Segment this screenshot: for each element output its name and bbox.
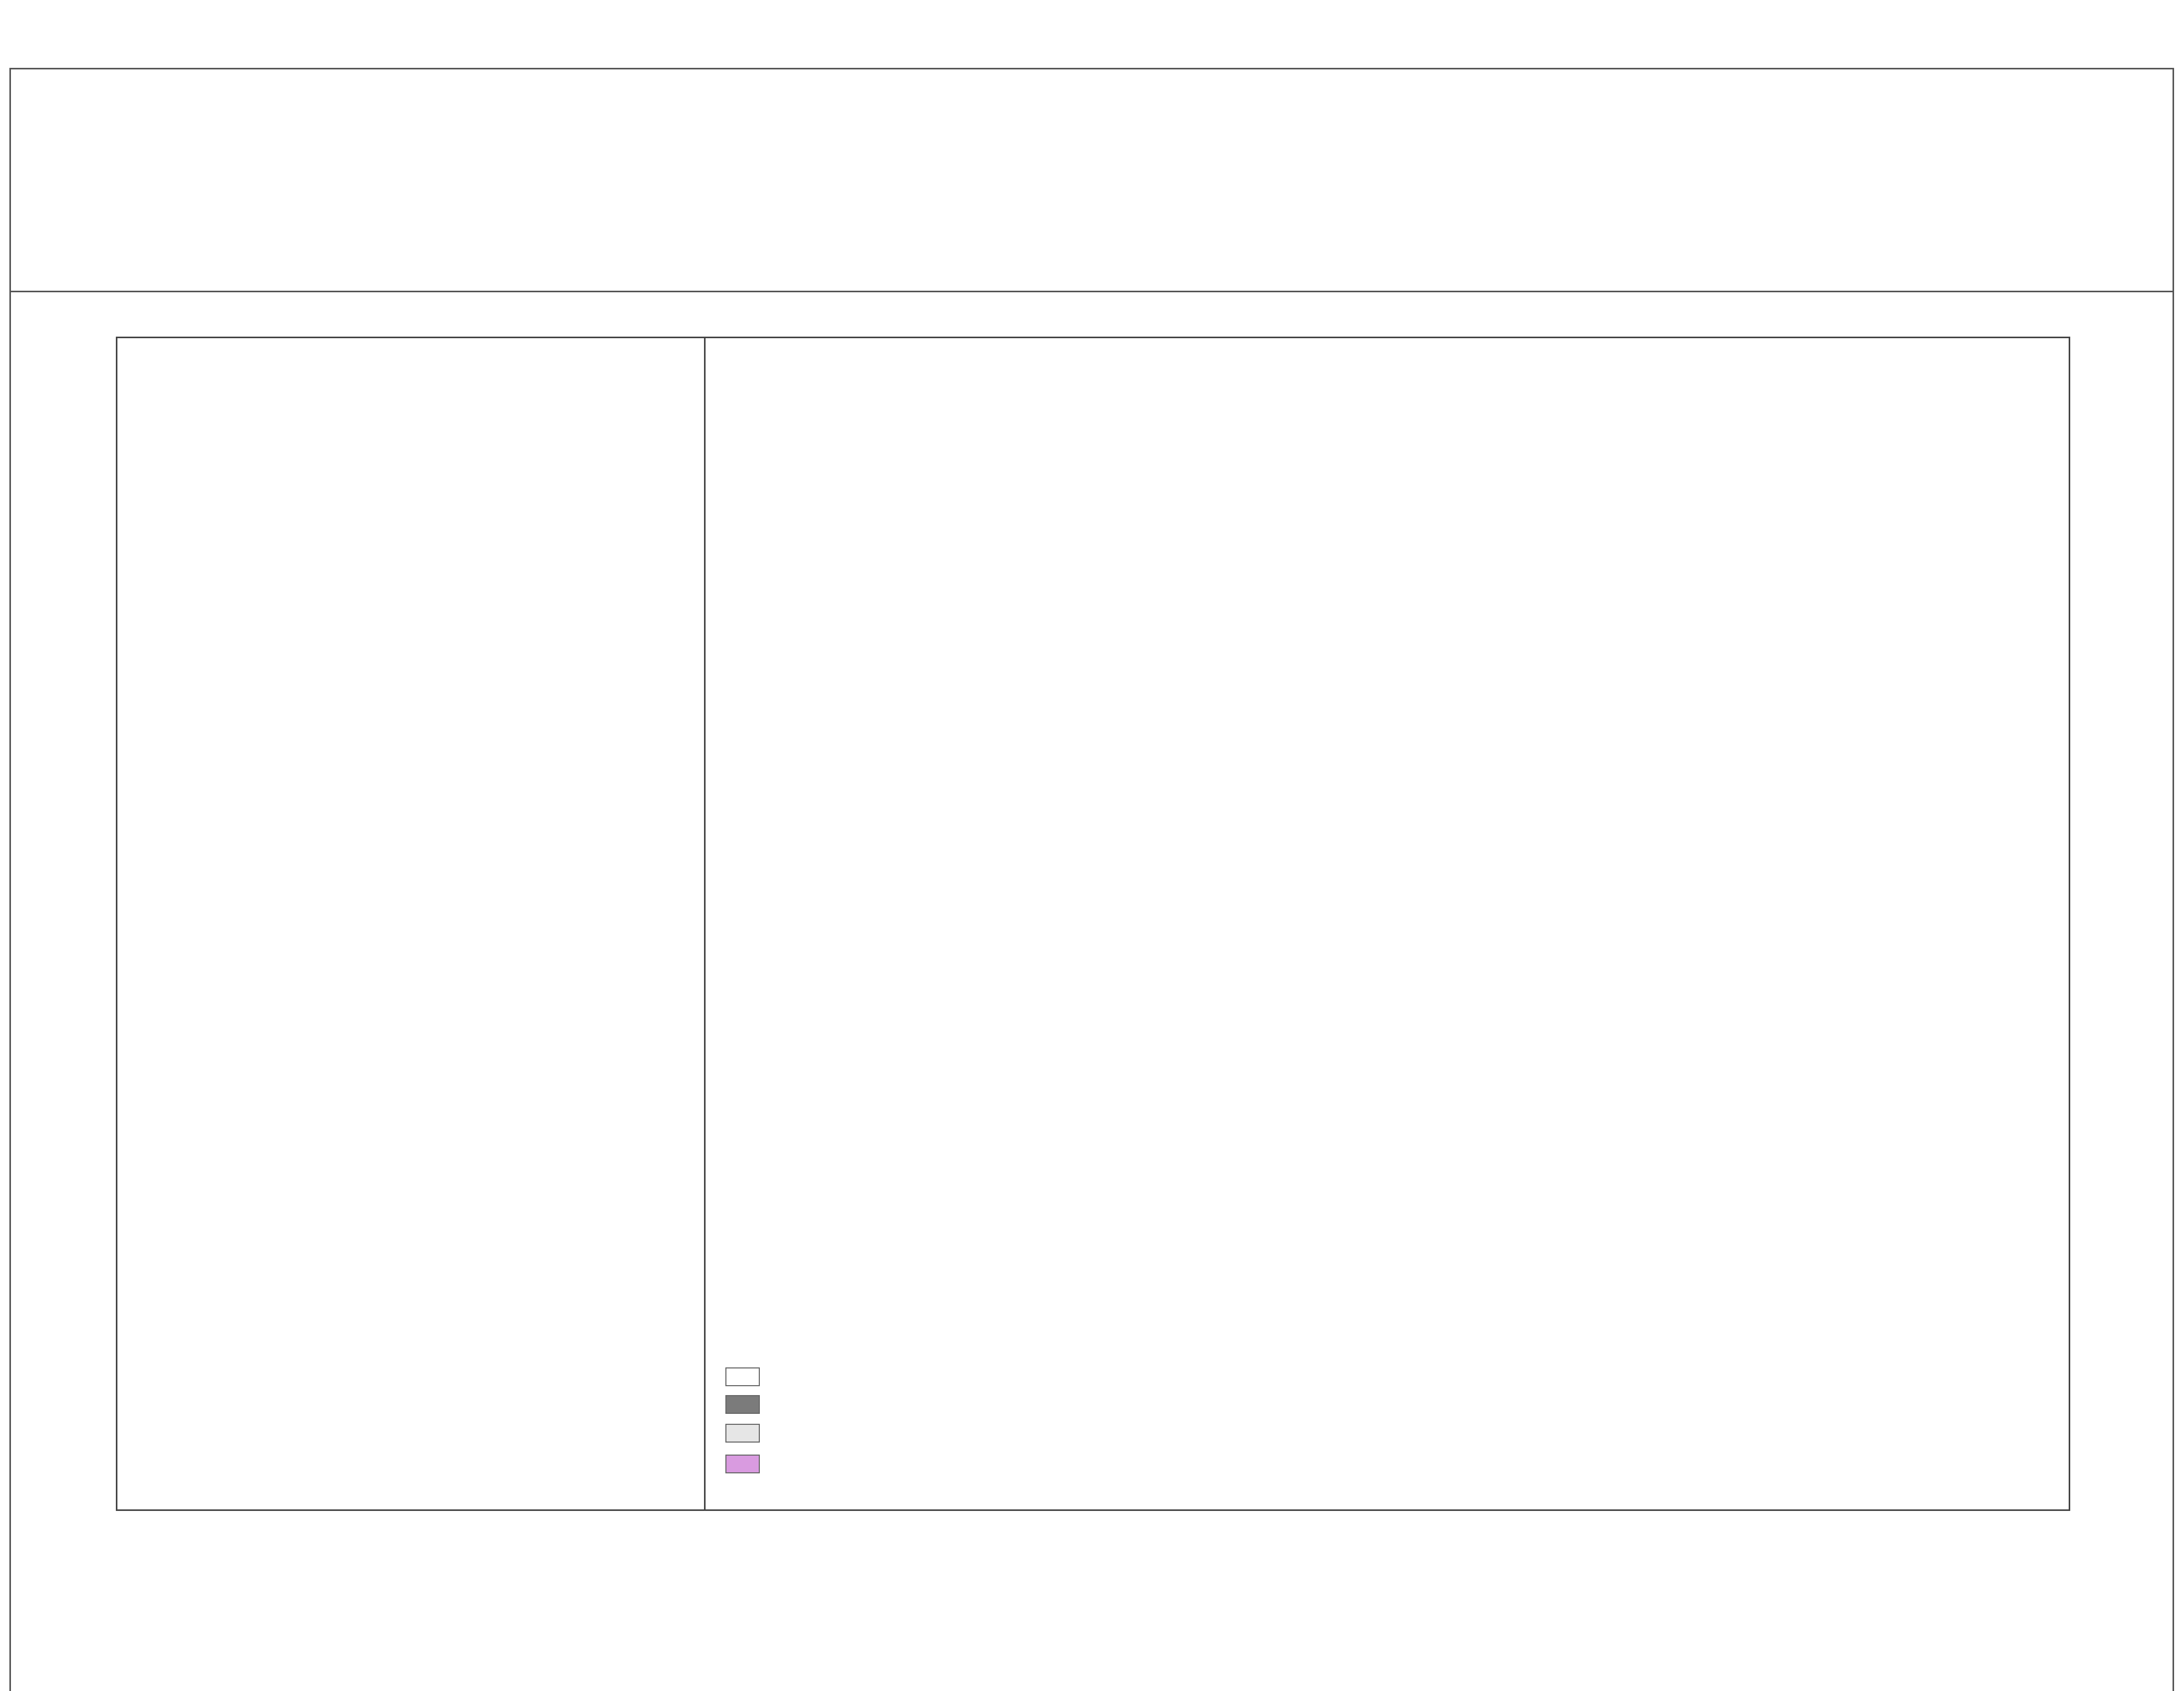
legend-item [725,1424,772,1443]
notice-text-column [116,337,706,1511]
legend-swatch-white [725,1367,760,1386]
legend-item [725,1367,772,1386]
legend-item [725,1455,772,1473]
architectural-drawings [710,428,2067,1367]
header-frame [9,68,2174,292]
legend-swatch-light [725,1424,760,1443]
legend-swatch-purple [725,1455,760,1473]
legend-swatch-grey [725,1395,760,1414]
legend-item [725,1395,772,1414]
